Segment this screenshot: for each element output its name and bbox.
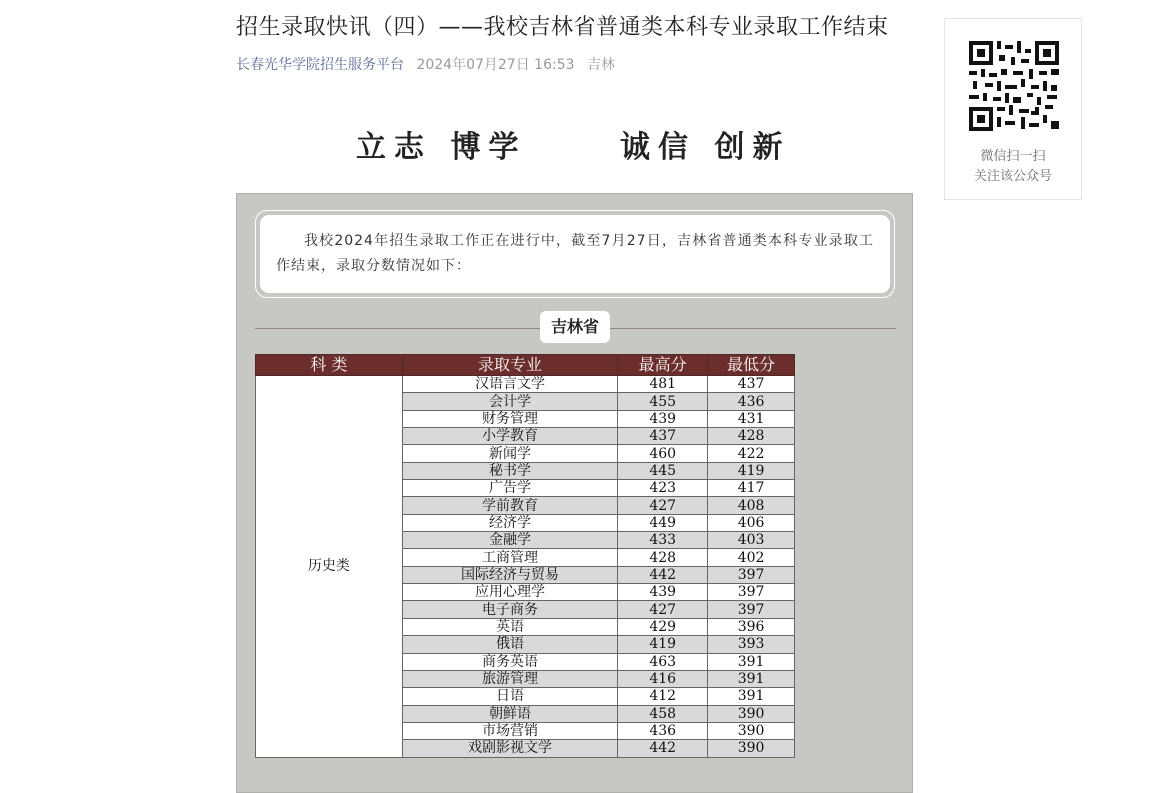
account-name-link[interactable]: 长春光华学院招生服务平台 bbox=[236, 57, 404, 73]
min-score-cell: 391 bbox=[708, 688, 795, 705]
min-score-cell: 417 bbox=[708, 480, 795, 497]
motto-right: 诚信 创新 bbox=[620, 130, 791, 165]
max-score-cell: 439 bbox=[618, 410, 708, 427]
publish-date: 2024年07月27日 16:53 bbox=[416, 57, 575, 73]
max-score-cell: 412 bbox=[618, 688, 708, 705]
min-score-cell: 403 bbox=[708, 532, 795, 549]
min-score-cell: 422 bbox=[708, 445, 795, 462]
min-score-cell: 397 bbox=[708, 566, 795, 583]
major-cell: 学前教育 bbox=[402, 497, 618, 514]
max-score-cell: 458 bbox=[618, 705, 708, 722]
max-score-cell: 429 bbox=[618, 618, 708, 635]
major-cell: 会计学 bbox=[402, 393, 618, 410]
qr-caption-scan: 微信扫一扫 bbox=[980, 149, 1046, 164]
major-cell: 小学教育 bbox=[402, 428, 618, 445]
min-score-cell: 390 bbox=[708, 722, 795, 739]
min-score-cell: 406 bbox=[708, 514, 795, 531]
max-score-cell: 449 bbox=[618, 514, 708, 531]
min-score-cell: 436 bbox=[708, 393, 795, 410]
min-score-cell: 390 bbox=[708, 705, 795, 722]
header-max-score: 最高分 bbox=[618, 355, 708, 376]
max-score-cell: 423 bbox=[618, 480, 708, 497]
major-cell: 财务管理 bbox=[402, 410, 618, 427]
major-cell: 旅游管理 bbox=[402, 670, 618, 687]
major-cell: 电子商务 bbox=[402, 601, 618, 618]
min-score-cell: 397 bbox=[708, 601, 795, 618]
max-score-cell: 442 bbox=[618, 566, 708, 583]
major-cell: 广告学 bbox=[402, 480, 618, 497]
major-cell: 新闻学 bbox=[402, 445, 618, 462]
qr-caption-follow: 关注该公众号 bbox=[973, 169, 1052, 184]
max-score-cell: 445 bbox=[618, 462, 708, 479]
max-score-cell: 439 bbox=[618, 584, 708, 601]
article-title: 招生录取快讯（四）——我校吉林省普通类本科专业录取工作结束 bbox=[236, 15, 889, 40]
intro-frame bbox=[255, 210, 895, 298]
max-score-cell: 427 bbox=[618, 497, 708, 514]
min-score-cell: 437 bbox=[708, 376, 795, 393]
header-min-score: 最低分 bbox=[708, 355, 795, 376]
min-score-cell: 408 bbox=[708, 497, 795, 514]
max-score-cell: 437 bbox=[618, 428, 708, 445]
category-cell: 历史类 bbox=[256, 376, 403, 758]
major-cell: 英语 bbox=[402, 618, 618, 635]
motto-left: 立志 博学 bbox=[356, 130, 527, 165]
content-panel bbox=[236, 193, 913, 793]
major-cell: 俄语 bbox=[402, 636, 618, 653]
table-row bbox=[256, 376, 795, 393]
max-score-cell: 436 bbox=[618, 722, 708, 739]
intro-paragraph: 我校2024年招生录取工作正在进行中，截至7月27日，吉林省普通类本科专业录取工作结束，录取分数情况如下： bbox=[260, 215, 890, 293]
publish-location: 吉林 bbox=[586, 57, 615, 73]
max-score-cell: 463 bbox=[618, 653, 708, 670]
max-score-cell: 481 bbox=[618, 376, 708, 393]
header-major: 录取专业 bbox=[402, 355, 618, 376]
max-score-cell: 455 bbox=[618, 393, 708, 410]
major-cell: 经济学 bbox=[402, 514, 618, 531]
table-header-row bbox=[256, 355, 795, 376]
major-cell: 秘书学 bbox=[402, 462, 618, 479]
min-score-cell: 431 bbox=[708, 410, 795, 427]
major-cell: 国际经济与贸易 bbox=[402, 566, 618, 583]
major-cell: 汉语言文学 bbox=[402, 376, 618, 393]
major-cell: 金融学 bbox=[402, 532, 618, 549]
min-score-cell: 390 bbox=[708, 740, 795, 757]
min-score-cell: 397 bbox=[708, 584, 795, 601]
major-cell: 市场营销 bbox=[402, 722, 618, 739]
min-score-cell: 396 bbox=[708, 618, 795, 635]
max-score-cell: 427 bbox=[618, 601, 708, 618]
score-table bbox=[255, 354, 795, 758]
article-meta bbox=[236, 54, 615, 74]
max-score-cell: 460 bbox=[618, 445, 708, 462]
max-score-cell: 419 bbox=[618, 636, 708, 653]
qr-code-panel bbox=[944, 18, 1082, 200]
min-score-cell: 391 bbox=[708, 670, 795, 687]
qr-code-icon bbox=[969, 41, 1059, 131]
major-cell: 工商管理 bbox=[402, 549, 618, 566]
max-score-cell: 416 bbox=[618, 670, 708, 687]
major-cell: 商务英语 bbox=[402, 653, 618, 670]
max-score-cell: 428 bbox=[618, 549, 708, 566]
max-score-cell: 442 bbox=[618, 740, 708, 757]
min-score-cell: 402 bbox=[708, 549, 795, 566]
header-category: 科 类 bbox=[256, 355, 403, 376]
table-body bbox=[256, 376, 795, 758]
min-score-cell: 419 bbox=[708, 462, 795, 479]
major-cell: 日语 bbox=[402, 688, 618, 705]
major-cell: 戏剧影视文学 bbox=[402, 740, 618, 757]
min-score-cell: 391 bbox=[708, 653, 795, 670]
major-cell: 应用心理学 bbox=[402, 584, 618, 601]
max-score-cell: 433 bbox=[618, 532, 708, 549]
min-score-cell: 393 bbox=[708, 636, 795, 653]
province-label: 吉林省 bbox=[540, 311, 610, 343]
major-cell: 朝鲜语 bbox=[402, 705, 618, 722]
min-score-cell: 428 bbox=[708, 428, 795, 445]
